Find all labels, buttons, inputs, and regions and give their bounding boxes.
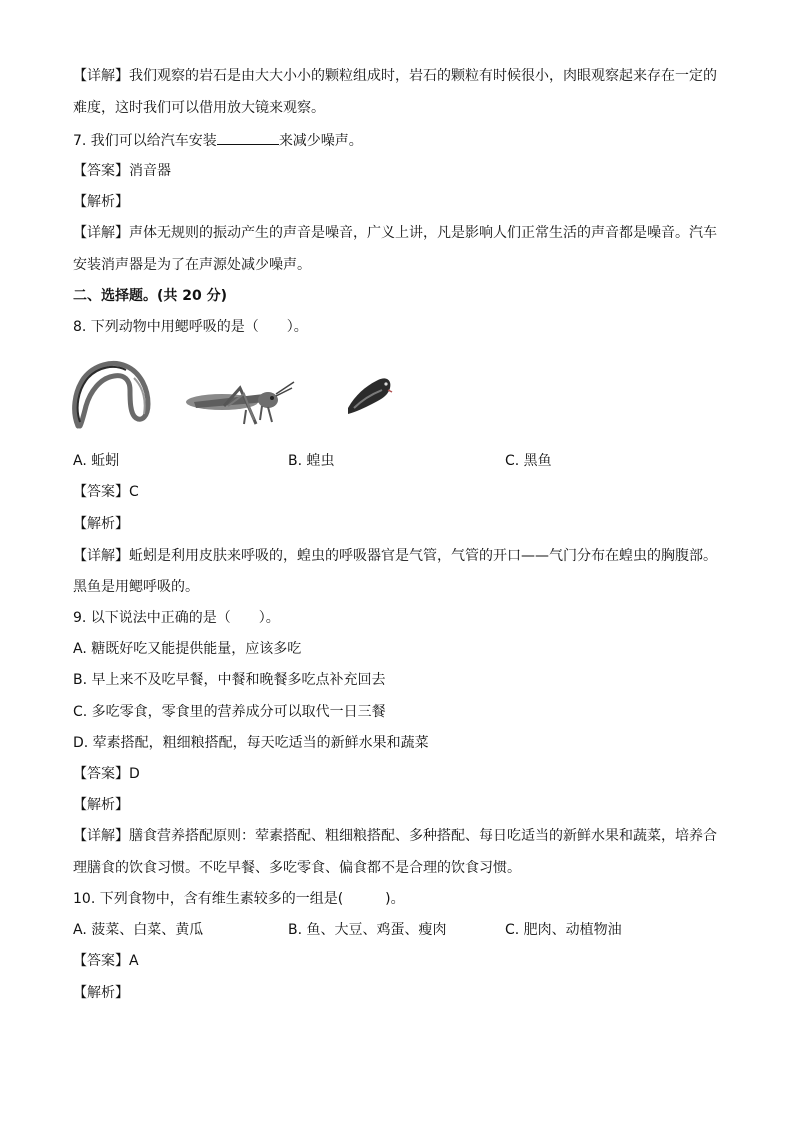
q6-detail-line2: 难度，这时我们可以借用放大镜来观察。 <box>73 100 325 116</box>
q6-detail-line1: 【详解】我们观察的岩石是由大大小小的颗粒组成时，岩石的颗粒有时候很小，肉眼观察起来存在一定的 <box>73 68 717 84</box>
q8-question: 8. 下列动物中用鳃呼吸的是（ ）。 <box>73 319 308 335</box>
q9-answer: 【答案】D <box>73 766 140 782</box>
q9-option-a: A. 糖既好吃又能提供能量，应该多吃 <box>73 641 302 657</box>
q9-analysis: 【解析】 <box>73 797 129 813</box>
q7-answer <box>73 161 171 181</box>
q7-answer-value: 消音器 <box>129 163 171 179</box>
q8-answer: 【答案】C <box>73 484 139 500</box>
section-title: 二、选择题。(共 20 分) <box>73 288 228 304</box>
q8-detail-line1: 【详解】蚯蚓是利用皮肤来呼吸的，蝗虫的呼吸器官是气管，气管的开口——气门分布在蝗虫的胸腹部。 <box>73 548 717 564</box>
q7-question-pre: 7. 我们可以给汽车安装 <box>73 133 217 149</box>
q9-question: 9. 以下说法中正确的是（ ）。 <box>73 610 280 626</box>
q10-analysis: 【解析】 <box>73 985 129 1001</box>
q9-detail-line1: 【详解】膳食营养搭配原则：荤素搭配、粗细粮搭配、多种搭配、每日吃适当的新鲜水果和蔬菜，培养合 <box>73 828 717 844</box>
q8-option-a: A. 蚯蚓 <box>73 453 120 469</box>
q10-option-a: A. 菠菜、白菜、黄瓜 <box>73 922 204 938</box>
q8-option-c: C. 黑鱼 <box>505 453 552 469</box>
q9-option-c: C. 多吃零食，零食里的营养成分可以取代一日三餐 <box>73 704 386 720</box>
q10-answer: 【答案】A <box>73 953 139 969</box>
earthworm-image <box>70 356 158 432</box>
grasshopper-image <box>184 380 296 432</box>
q7-analysis: 【解析】 <box>73 194 129 210</box>
snakehead-fish-image <box>344 366 396 418</box>
q10-question: 10. 下列食物中，含有维生素较多的一组是( )。 <box>73 891 405 907</box>
q8-detail-line2: 黑鱼是用鳃呼吸的。 <box>73 579 199 595</box>
q7-question-post: 来减少噪声。 <box>278 133 363 149</box>
q10-option-c: C. 肥肉、动植物油 <box>505 922 622 938</box>
q7-detail-line1: 【详解】声体无规则的振动产生的声音是噪音，广义上讲，凡是影响人们正常生活的声音都是噪音。汽车 <box>73 225 717 241</box>
q9-detail-line2: 理膳食的饮食习惯。不吃早餐、多吃零食、偏食都不是合理的饮食习惯。 <box>73 860 521 876</box>
q7-detail-line2: 安装消声器是为了在声源处减少噪声。 <box>73 257 311 273</box>
q8-option-b: B. 蝗虫 <box>288 453 335 469</box>
q9-option-d: D. 荤素搭配，粗细粮搭配，每天吃适当的新鲜水果和蔬菜 <box>73 735 429 751</box>
q8-analysis: 【解析】 <box>73 516 129 532</box>
q7-answer-blank <box>217 130 279 145</box>
q9-option-b: B. 早上来不及吃早餐，中餐和晚餐多吃点补充回去 <box>73 672 386 688</box>
q7-question <box>73 130 363 151</box>
q7-answer-tag: 【答案】 <box>73 163 129 179</box>
q10-option-b: B. 鱼、大豆、鸡蛋、瘦肉 <box>288 922 447 938</box>
